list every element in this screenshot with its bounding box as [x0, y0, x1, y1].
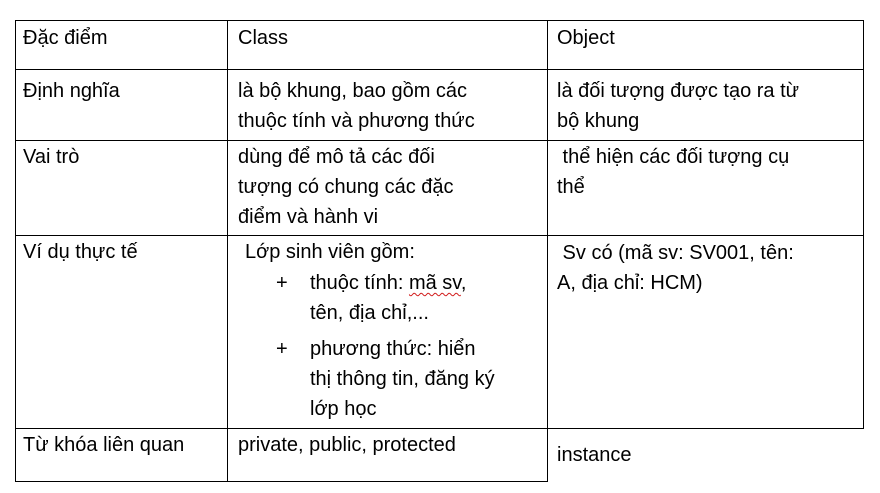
header-divider: [15, 69, 864, 70]
definition-class-line-1: là bộ khung, bao gồm các: [238, 80, 468, 102]
role-class-line-1: dùng để mô tả các đối: [238, 146, 435, 168]
table-border-right: [863, 20, 864, 429]
row-divider-2: [15, 235, 864, 236]
definition-class-line-2: thuộc tính và phương thức: [238, 110, 475, 132]
table-border-bottom: [15, 481, 548, 482]
row-label-example: Ví dụ thực tế: [23, 241, 138, 263]
example-bullet-1-line-1: [310, 268, 466, 298]
header-object: Object: [557, 27, 615, 49]
definition-object-line-1: là đối tượng được tạo ra từ: [557, 80, 800, 102]
example-bullet-2-line-1: phương thức: hiển: [310, 338, 476, 360]
table-border-left: [15, 20, 16, 482]
example-bullet-2-line-3: lớp học: [310, 398, 377, 420]
role-class-line-2: tượng có chung các đặc: [238, 176, 454, 198]
row-divider-3: [15, 428, 864, 429]
row-divider-1: [15, 140, 864, 141]
spellcheck-flagged-word: mã sv: [408, 272, 461, 294]
example-bullet-2-line-2: thị thông tin, đăng ký: [310, 368, 495, 390]
bullet-1-suffix: ,: [460, 272, 467, 294]
bullet-1-prefix: thuộc tính:: [310, 272, 409, 294]
example-object-line-1: Sv có (mã sv: SV001, tên:: [557, 242, 794, 264]
role-class-line-3: điểm và hành vi: [238, 206, 379, 228]
example-class-intro: Lớp sinh viên gồm:: [245, 241, 415, 263]
header-feature: Đặc điểm: [23, 27, 108, 49]
definition-object-line-2: bộ khung: [557, 110, 640, 132]
row-label-keywords: Từ khóa liên quan: [23, 434, 185, 456]
row-label-definition: Định nghĩa: [23, 80, 120, 102]
role-object-line-1: thể hiện các đối tượng cụ: [557, 146, 790, 168]
example-object-line-2: A, địa chỉ: HCM): [557, 272, 703, 294]
bullet-marker-2: +: [276, 338, 288, 360]
bullet-marker-1: +: [276, 272, 288, 294]
example-bullet-1-line-2: tên, địa chỉ,...: [310, 302, 429, 324]
role-object-line-2: thể: [557, 176, 585, 198]
column-divider-1: [227, 20, 228, 482]
header-class: Class: [238, 27, 289, 49]
keywords-object-text: instance: [557, 444, 632, 466]
row-label-role: Vai trò: [23, 146, 80, 168]
keywords-class-text: private, public, protected: [238, 434, 456, 456]
column-divider-2: [547, 20, 548, 482]
table-border-top: [15, 20, 864, 21]
